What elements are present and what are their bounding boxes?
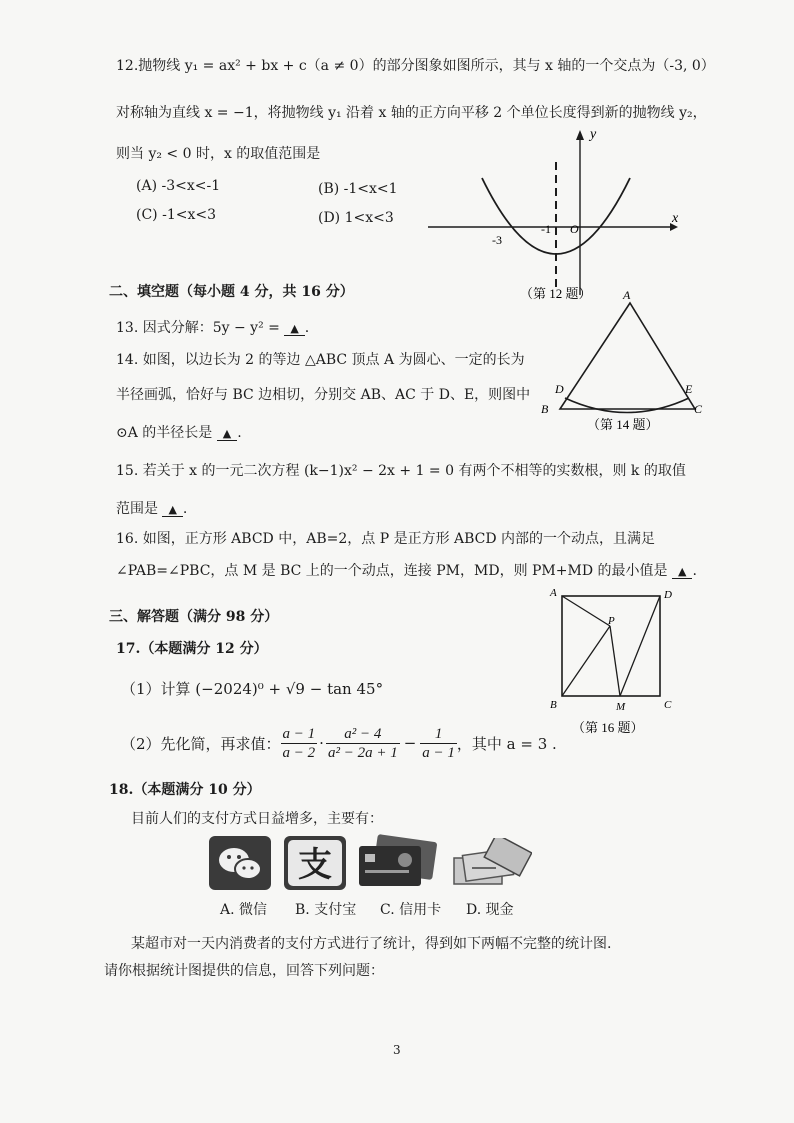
label-d: D (664, 589, 672, 601)
q13-answer-blank: ▲ (284, 322, 304, 336)
page-number: 3 (393, 1043, 401, 1057)
q15-line2-text: 范围是 (116, 501, 158, 517)
q13-end: . (304, 320, 310, 336)
q17-heading: 17.（本题满分 12 分） (116, 641, 268, 657)
x-axis-label: x (672, 211, 679, 226)
q14-triangle-figure (535, 285, 715, 435)
q17-part2-prefix: （2）先化简，再求值： (121, 734, 281, 753)
q15-end: . (182, 501, 188, 517)
wechat-icon (209, 836, 271, 890)
q18-heading: 18.（本题满分 10 分） (109, 782, 261, 798)
y-axis-label: y (590, 127, 597, 142)
q14-line3 (116, 422, 242, 442)
fraction-3-denominator: a − 1 (422, 744, 455, 761)
q12-line1: 12.抛物线 y₁ = ax² + bx + c（a ≠ 0）的部分图象如图所示，其与 x 轴的一个交点为（-3, 0） (116, 58, 715, 74)
q13-question (116, 317, 309, 337)
q15-answer-blank: ▲ (162, 503, 182, 517)
payment-option-cash: D. 现金 (466, 902, 514, 918)
q14-line2: 半径画弧，恰好与 BC 边相切，分别交 AB、AC 于 D、E，则图中 (116, 387, 531, 403)
label-a: A (623, 288, 631, 302)
q16-figure-caption: （第 16 题） (572, 720, 644, 735)
label-b: B (550, 699, 557, 711)
fraction-1-denominator: a − 2 (282, 744, 316, 761)
q12-parabola-figure (420, 120, 690, 305)
q18-para1: 某超市对一天内消费者的支付方式进行了统计，得到如下两幅不完整的统计图. (131, 936, 612, 952)
label-origin: O (570, 222, 579, 236)
fraction-2-denominator: a² − 2a + 1 (327, 744, 398, 761)
q12-option-d: (D) 1<x<3 (318, 210, 394, 226)
q14-figure-caption: （第 14 题） (587, 417, 659, 432)
payment-option-alipay: B. 支付宝 (295, 902, 357, 918)
fraction-1-numerator: a − 1 (282, 725, 316, 742)
label-neg3: -3 (492, 233, 502, 247)
multiply-dot: · (319, 734, 324, 752)
q18-para2: 请你根据统计图提供的信息，回答下列问题： (104, 963, 384, 979)
q14-line1: 14. 如图，以边长为 2 的等边 △ABC 顶点 A 为圆心、一定的长为 (116, 352, 525, 368)
q14-answer-blank: ▲ (217, 427, 237, 441)
q12-option-b: (B) -1<x<1 (318, 181, 398, 197)
cash-icon (452, 838, 532, 888)
payment-option-credit-card: C. 信用卡 (380, 902, 442, 918)
q17-part2 (121, 720, 557, 766)
q15-line2 (116, 498, 187, 518)
q16-line2-text: ∠PAB=∠PBC，点 M 是 BC 上的一个动点，连接 PM，MD，则 PM+MD 的最小值是 (116, 563, 668, 579)
section2-heading: 二、填空题（每小题 4 分，共 16 分） (109, 284, 354, 300)
fraction-2-numerator: a² − 4 (326, 725, 400, 744)
y-axis-arrow (576, 130, 584, 140)
q12-figure-caption: （第 12 题） (520, 286, 592, 301)
credit-card-icon (357, 834, 437, 890)
q16-line1: 16. 如图，正方形 ABCD 中，AB=2，点 P 是正方形 ABCD 内部的一个动点，且满足 (116, 531, 656, 547)
fraction-3 (420, 725, 457, 762)
square-abcd (562, 596, 660, 696)
label-d: D (555, 382, 564, 396)
triangle-abc (560, 303, 695, 409)
label-c: C (664, 699, 672, 711)
q13-text: 13. 因式分解：5y − y² = (116, 320, 280, 336)
q12-line2: 对称轴为直线 x = −1，将抛物线 y₁ 沿着 x 轴的正方向平移 2 个单位长度得到新的抛物线 y₂， (116, 105, 707, 121)
label-c: C (694, 402, 703, 416)
q17-part2-suffix: ，其中 a = 3 . (456, 734, 557, 753)
fraction-3-numerator: 1 (420, 725, 457, 744)
label-p: P (608, 615, 615, 627)
minus-sign: − (403, 734, 417, 752)
payment-option-wechat: A. 微信 (220, 902, 268, 918)
alipay-icon (284, 836, 346, 890)
q16-answer-blank: ▲ (672, 565, 692, 579)
q16-square-figure (538, 584, 688, 739)
q16-line2 (116, 560, 697, 580)
arc-de (565, 398, 689, 413)
q15-line1: 15. 若关于 x 的一元二次方程 (k−1)x² − 2x + 1 = 0 有两个不相等的实数根，则 k 的取值 (116, 463, 686, 479)
segment-ap (562, 596, 610, 626)
q12-option-a: (A) -3<x<-1 (136, 178, 221, 194)
alipay-char: 支 (298, 847, 332, 884)
q14-end: . (237, 425, 242, 441)
segment-md (620, 596, 660, 696)
q14-line3-text: ⊙A 的半径长是 (116, 425, 213, 441)
label-a: A (550, 587, 557, 599)
q18-intro: 目前人们的支付方式日益增多，主要有： (131, 811, 383, 827)
fraction-2 (326, 725, 400, 762)
label-m: M (616, 701, 626, 713)
q12-line3: 则当 y₂ < 0 时，x 的取值范围是 (116, 146, 321, 162)
q12-option-c: (C) -1<x<3 (136, 207, 216, 223)
fraction-1 (281, 725, 318, 762)
label-e: E (685, 382, 693, 396)
q17-part1: （1）计算 (−2024)⁰ + √9 − tan 45° (121, 680, 384, 698)
label-b: B (541, 402, 549, 416)
segment-pm (610, 626, 620, 696)
section3-heading: 三、解答题（满分 98 分） (109, 609, 279, 625)
q16-end: . (692, 563, 697, 579)
segment-bp (562, 626, 610, 696)
label-neg1: -1 (541, 222, 551, 236)
